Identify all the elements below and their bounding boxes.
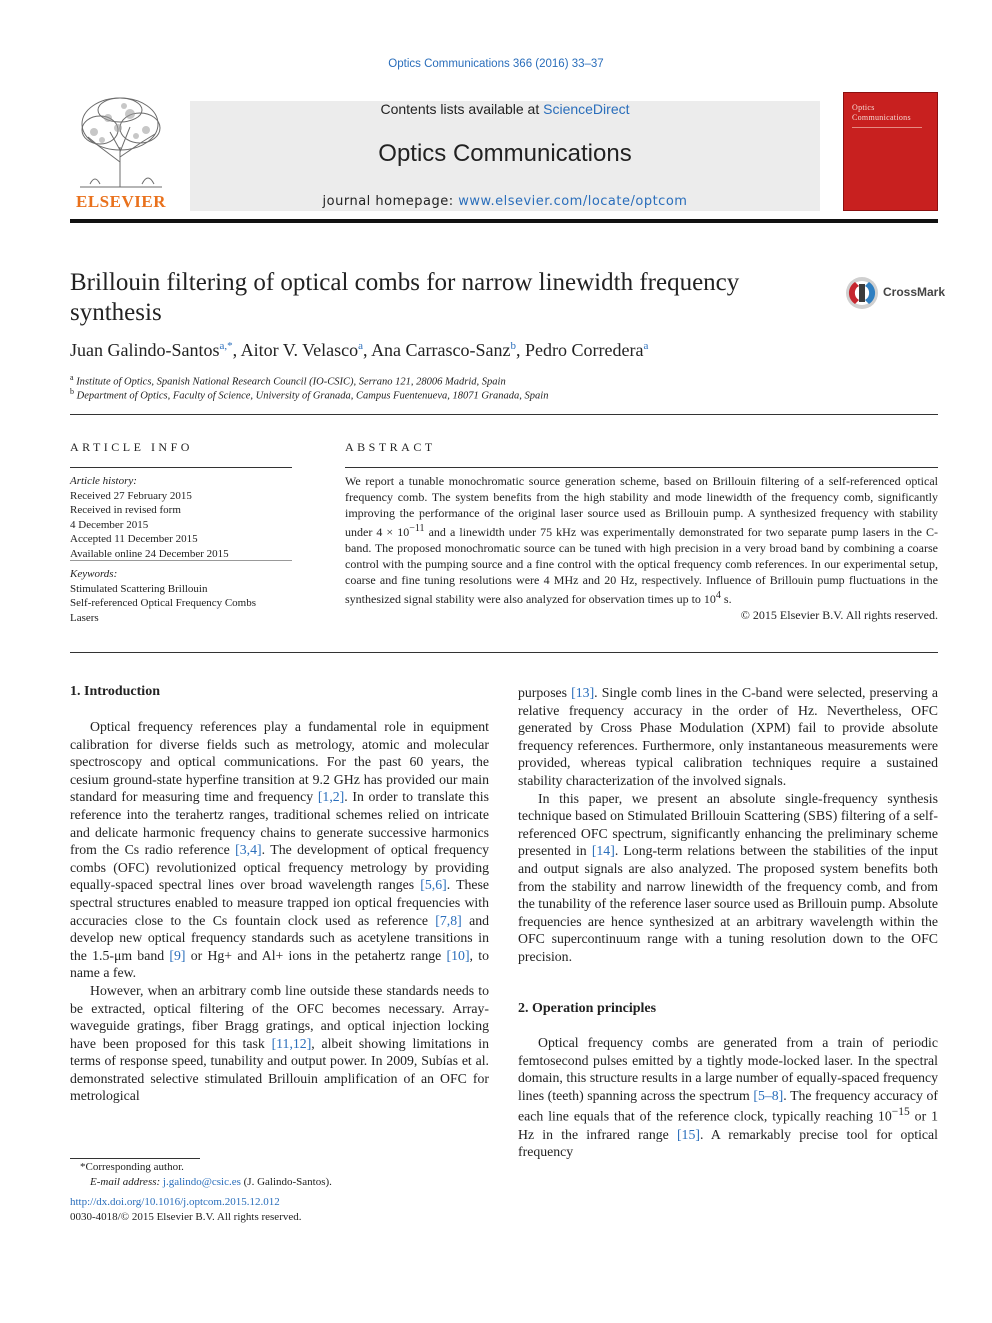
citation-link[interactable]: [14] <box>591 843 615 859</box>
cover-title <box>852 103 932 123</box>
citation-link[interactable]: [5,6] <box>420 877 447 893</box>
affiliation-mark: b <box>70 387 74 396</box>
abstract-segment: and a linewidth under 75 kHz was experimentally demonstrated for two separate pump lasers in the C-band. The proposed monochromatic source can be tuned with high precision in a very broad band by combining a coarse control with the pumping source and a fine control with the optical frequency comb references. In our experimental setup, coarse and fine tuning resolutions were 4 MHz and 20 Hz, respectively. Influence of Brillouin pump fluctuations in the synthesized signal stability were also analyzed for observation times up to 10 <box>345 525 938 606</box>
cover-title-line2: Communications <box>852 113 911 122</box>
body-paragraph: purposes [13]. Single comb lines in the C-band were selected, preserving a relative frequency accuracy in the order of Hz. Nevertheless, OFC generated by Cross Phase Modulation (XPM) fail to provide absolute frequency references. Furthermore, only instantaneous measurements were provided, whereas typical calibration techniques require a sustained stability characterization of the involved signals. <box>518 685 939 788</box>
article-info-heading: ARTICLE INFO <box>70 440 193 454</box>
history-entry: Received 27 February 2015 <box>70 489 192 502</box>
body-paragraph: Optical frequency references play a fundamental role in equipment calibration for diverse fields such as metrology, atomic and molecular spectroscopy and optical communications. For the past 60 years, the cesium ground-state hyperfine transition at 9.2 GHz has provided our main standard for measuring time and frequency [1,2]. In order to translate this reference into the terahertz ranges, traditional schemes relied on intricate and delicate harmonic frequency chains to generate successive harmonics from the Cs radio reference [3,4]. The development of optical frequency combs (OFC) revolutionized optical frequency metrology by providing equally-spaced spectral lines over broad wavelength ranges [5,6]. These spectral structures enabled to measure trapped ion optical frequencies with accuracies close to the Cs fountain clock used as reference [7,8] and develop new optical frequency standards such as acetylene transitions in the 1.5-μm band [9] or Hg+ and Al+ ions in the petahertz range [10], to name a few. <box>70 719 490 981</box>
homepage-link[interactable]: www.elsevier.com/locate/optcom <box>458 194 688 209</box>
email-link[interactable]: j.galindo@csic.es <box>162 1175 241 1188</box>
keywords-label: Keywords: <box>70 568 118 580</box>
citation-link[interactable]: [3,4] <box>235 842 262 858</box>
history-entry: Accepted 11 December 2015 <box>70 533 198 545</box>
contents-availability <box>190 101 820 117</box>
body-paragraph: Optical frequency combs are generated from a train of periodic femtosecond pulses emitted by a tightly mode-locked laser. In the spectral domain, this structure results in a large number of equally-spaced frequency lines (teeth) spanning across the spectrum [5–8]. The frequency accuracy of each line equals that of the reference clock, typically reaching $10^{-15}$ or 1 Hz in the infrared range [15]. A remarkably precise tool for optical frequency <box>518 1035 938 1160</box>
citation-link[interactable]: [15] <box>676 1126 700 1142</box>
affiliation-rule <box>70 414 938 415</box>
crossmark-label: CrossMark <box>883 285 946 299</box>
abstract-segment: s. <box>720 592 732 606</box>
author-list: Juan Galindo-Santos$^{a,*}$, Aitor V. Velasco$^a$, Ana Carrasco-Sanz$^b$, Pedro Corredera$^a$ <box>70 340 649 360</box>
citation-link[interactable]: [13] <box>571 685 595 700</box>
elsevier-wordmark: ELSEVIER <box>76 192 166 211</box>
author-name[interactable]: Pedro Corredera <box>525 340 644 360</box>
crossmark-icon <box>845 276 879 310</box>
section-heading-operation-principles: 2. Operation principles <box>518 1000 657 1016</box>
affiliation <box>70 373 930 388</box>
contents-prefix: Contents lists available at <box>380 101 544 117</box>
abstract-exponent: 4 <box>715 590 721 601</box>
corresponding-author-note: *Corresponding author. <box>80 1161 184 1173</box>
keyword: Lasers <box>70 611 99 624</box>
journal-reference[interactable]: Optics Communications 366 (2016) 33–37 <box>388 58 604 70</box>
body-column-right <box>518 684 938 1161</box>
author-affiliation-mark[interactable]: a <box>643 340 649 352</box>
citation-link[interactable]: [1,2] <box>317 789 345 805</box>
abstract-segment: We report a tunable monochromatic source generation scheme, based on Brillouin filtering of a self-referenced optical frequency comb. The system benefits from the high stability and mode linewidth of the frequency comb, significantly improving the performance of the original laser source used as Brillouin pump. A synthesized frequency with stability under 4 × 10 <box>345 474 938 539</box>
elsevier-logo[interactable] <box>70 92 172 212</box>
affiliation <box>70 387 930 402</box>
author-name[interactable]: Ana Carrasco-Sanz <box>371 340 511 360</box>
body-paragraph: However, when an arbitrary comb line outside these standards needs to be extracted, optical filtering of the OFC becomes necessary. Array-waveguide gratings, fiber Bragg gratings, and optical injection locking have been proposed for this task [11,12], albeit showing limitations in terms of response speed, tunability and output power. In 2009, Subías et al. demonstrated selective stimulated Brillouin amplification of an OFC for metrological <box>70 982 489 1104</box>
author-affiliation-mark[interactable]: a <box>358 340 364 352</box>
issn-line: 0030-4018/© 2015 Elsevier B.V. All rights reserved. <box>70 1210 302 1223</box>
elsevier-tree-icon <box>70 92 172 190</box>
history-entry: Received in revised form <box>70 504 181 516</box>
history-rule <box>70 560 292 561</box>
abstract-heading: ABSTRACT <box>345 440 436 454</box>
author-name[interactable]: Juan Galindo-Santos <box>70 340 220 360</box>
journal-cover-thumbnail[interactable] <box>843 92 938 211</box>
affiliation-mark: a <box>70 373 74 382</box>
author-affiliation-mark[interactable]: b <box>510 340 517 352</box>
body-paragraph: In this paper, we present an absolute single-frequency synthesis technique based on Stimulated Brillouin Scattering (SBS) filtering of a self-referenced OFC spectrum, significantly enhancing the preliminary scheme presented in [14]. Long-term relations between the stabilities of the input and output signals are also analyzed. The proposed system benefits both from the stability and narrow linewidth of the frequency comb, and from the tunability of the reference laser source used as Brillouin pump. Absolute frequencies are hence synthesized at an arbitrary wavelength within the OFC supercontinuum range with a tuning resolution down to the OFC precision. <box>518 790 939 964</box>
citation-link[interactable]: [10] <box>446 947 470 963</box>
doi-link[interactable]: http://dx.doi.org/10.1016/j.optcom.2015.12.012 <box>70 1196 280 1208</box>
affiliation-text: Institute of Optics, Spanish National Research Council (IO-CSIC), Serrano 121, 28006 Madrid, Spain <box>76 376 506 388</box>
history-label: Article history: <box>70 475 137 487</box>
citation-link[interactable]: [9] <box>169 947 186 963</box>
footnotes <box>70 1160 490 1224</box>
abstract-text <box>345 473 938 623</box>
journal-title: Optics Communications <box>378 140 632 167</box>
crossmark-badge[interactable] <box>845 276 946 310</box>
email-note: E-mail address: j.galindo@csic.es (J. Galindo-Santos). <box>90 1175 332 1188</box>
homepage-prefix: journal homepage: <box>322 194 459 209</box>
article-info-rule <box>70 467 292 468</box>
citation-link[interactable]: [11,12] <box>271 1035 312 1051</box>
abstract-end-rule <box>70 652 938 653</box>
keyword: Self-referenced Optical Frequency Combs <box>70 597 257 609</box>
abstract-copyright: © 2015 Elsevier B.V. All rights reserved. <box>740 608 938 622</box>
paper-title: Brillouin filtering of optical combs for narrow linewidth frequency synthesis <box>70 269 740 326</box>
citation-link[interactable]: [5–8] <box>753 1087 784 1103</box>
body-column-left <box>70 718 489 1105</box>
cover-divider <box>852 127 922 128</box>
section-heading-introduction: 1. Introduction <box>70 684 160 699</box>
body-exponent: −15 <box>891 1106 910 1119</box>
sciencedirect-link[interactable]: ScienceDirect <box>543 101 630 117</box>
journal-homepage <box>190 194 820 209</box>
author-affiliation-mark[interactable]: a,* <box>219 340 233 352</box>
author-name[interactable]: Aitor V. Velasco <box>240 340 359 360</box>
footnote-rule <box>70 1158 200 1159</box>
history-entry: Available online 24 December 2015 <box>70 547 229 560</box>
abstract-rule <box>345 467 938 468</box>
affiliation-text: Department of Optics, Faculty of Science, University of Granada, Campus Fuentenueva, 18071 Granada, Spain <box>76 390 549 402</box>
header-rule <box>70 219 938 223</box>
keyword: Stimulated Scattering Brillouin <box>70 582 208 595</box>
keywords <box>70 567 292 625</box>
citation-link[interactable]: [7,8] <box>435 912 462 928</box>
history-entry: 4 December 2015 <box>70 518 149 531</box>
cover-title-line1: Optics <box>852 103 875 112</box>
article-history <box>70 474 292 561</box>
abstract-exponent: −11 <box>409 523 425 534</box>
